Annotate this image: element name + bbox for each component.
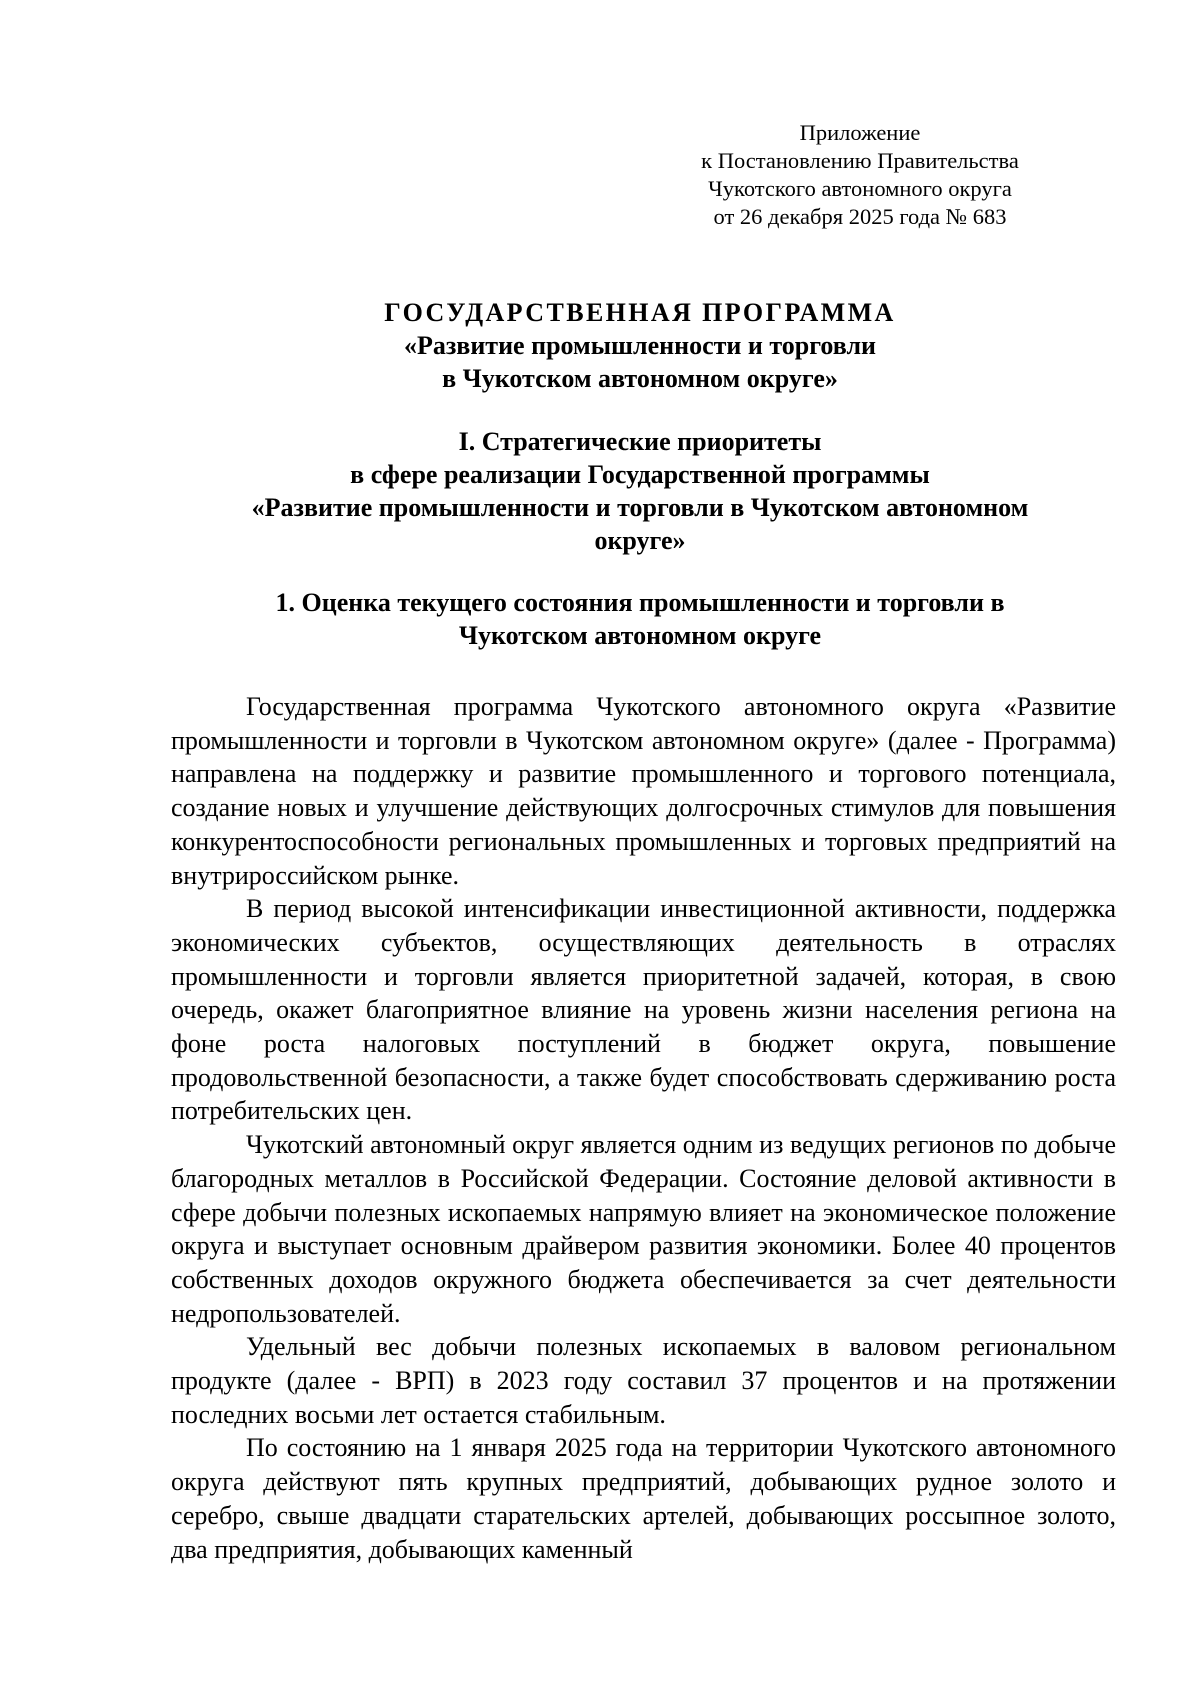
program-title [140,296,1140,395]
program-title-line: «Развитие промышленности и торговли [403,331,877,360]
section-heading-line: «Развитие промышленности и торговли в Чукотском автономном [251,493,1029,522]
appendix-line: Приложение [799,120,921,145]
body-text [171,690,1116,1566]
section-heading-line: I. Стратегические приоритеты [458,427,822,456]
section-heading-line: округе» [594,526,686,555]
section-heading-line: в сфере реализации Государственной программы [350,460,930,489]
paragraph: Удельный вес добычи полезных ископаемых в валовом региональном продукте (далее - ВРП) в 2023 году составил 37 процентов и на протяжении последних восьми лет остается стабильным. [171,1332,1116,1429]
program-title-line: в Чукотском автономном округе» [442,364,838,393]
program-title-line: ГОСУДАРСТВЕННАЯ ПРОГРАММА [384,298,896,327]
paragraph: Государственная программа Чукотского автономного округа «Развитие промышленности и торговли в Чукотском автономном округе» (далее - Программа) направлена на поддержку и развитие промышленного и торгового потенциала, создание новых и улучшение действующих долгосрочных стимулов для повышения конкурентоспособности региональных промышленных и торговых предприятий на внутрироссийском рынке. [171,692,1116,890]
appendix-line: к Постановлению Правительства [701,148,1019,173]
subsection-heading-line: Чукотском автономном округе [458,621,822,650]
subsection-heading-line: 1. Оценка текущего состояния промышленности и торговли в [275,588,1005,617]
section-heading [150,425,1130,557]
appendix-line: Чукотского автономного округа [708,176,1012,201]
paragraph: Чукотский автономный округ является одним из ведущих регионов по добыче благородных металлов в Российской Федерации. Состояние деловой активности в сфере добычи полезных ископаемых напрямую влияет на экономическое положение округа и выступает основным драйвером развития экономики. Более 40 процентов собственных доходов окружного бюджета обеспечивается за счет деятельности недропользователей. [171,1130,1116,1328]
appendix-header [660,119,1060,231]
paragraph: По состоянию на 1 января 2025 года на территории Чукотского автономного округа действуют пять крупных предприятий, добывающих рудное золото и серебро, свыше двадцати старательских артелей, добывающих россыпное золото, два предприятия, добывающих каменный [171,1433,1116,1564]
subsection-heading [150,586,1130,652]
appendix-line: от 26 декабря 2025 года № 683 [713,204,1007,229]
paragraph: В период высокой интенсификации инвестиционной активности, поддержка экономических субъектов, осуществляющих деятельность в отраслях промышленности и торговли является приоритетной задачей, которая, в свою очередь, окажет благоприятное влияние на уровень жизни населения региона на фоне роста налоговых поступлений в бюджет округа, повышение продовольственной безопасности, а также будет способствовать сдерживанию роста потребительских цен. [171,894,1116,1126]
